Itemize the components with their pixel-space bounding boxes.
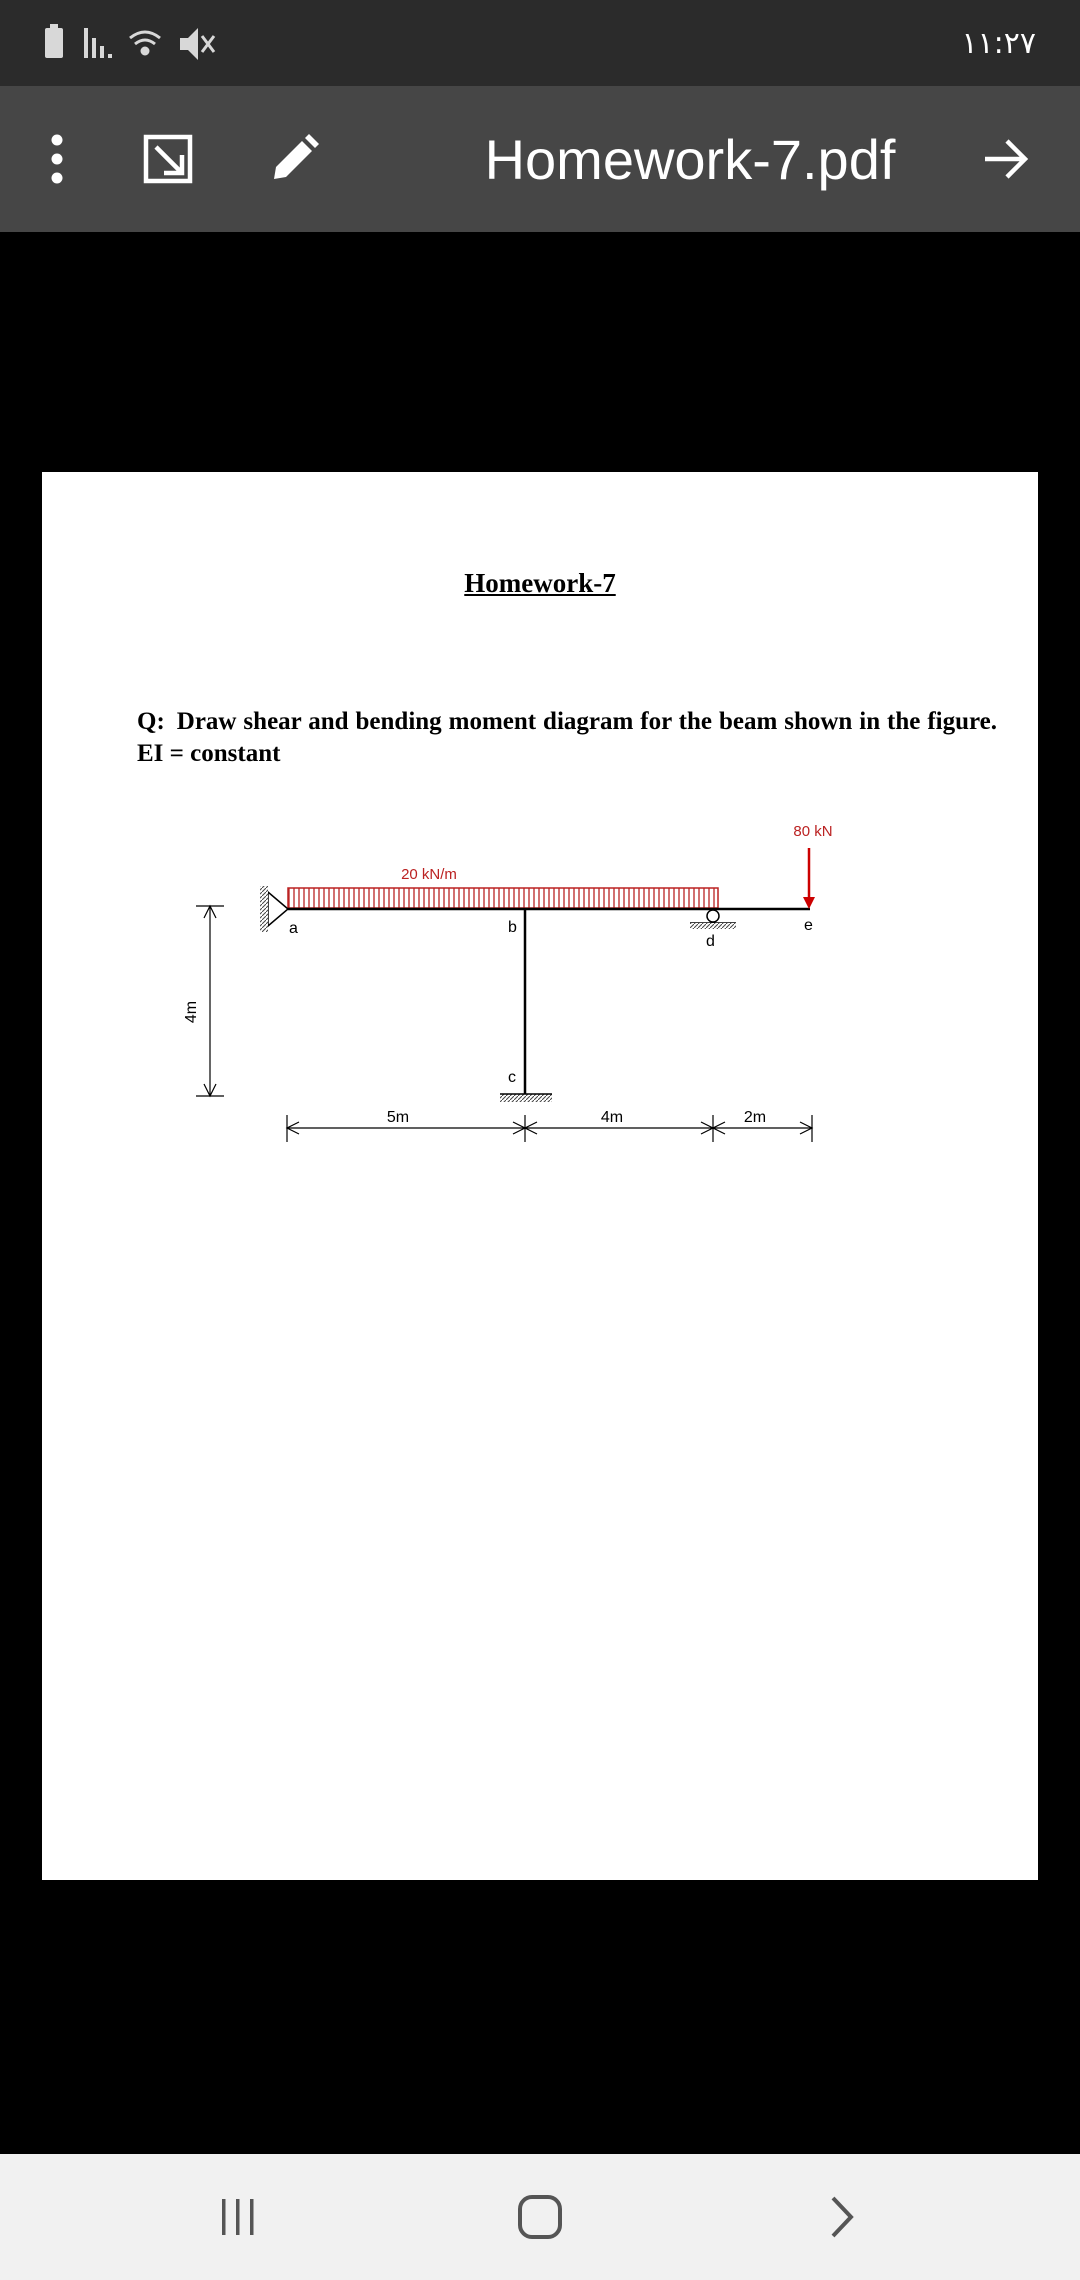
question-label: Q: [137, 708, 165, 735]
more-options-button[interactable] [22, 86, 92, 232]
recent-apps-icon [216, 2197, 260, 2237]
toolbar [0, 86, 1080, 232]
back-button[interactable] [782, 2154, 902, 2280]
clock: ١١:٢٧ [961, 26, 1036, 61]
dim-horizontal [287, 1115, 812, 1142]
beam-figure [42, 472, 1038, 1880]
distributed-load-label: 20 kN/m [401, 866, 457, 883]
forward-arrow-icon [981, 137, 1031, 181]
dim-de-label: 2m [743, 1109, 767, 1126]
recent-apps-button[interactable] [178, 2154, 298, 2280]
node-d-label: d [706, 933, 715, 950]
pdf-page[interactable] [42, 472, 1038, 1880]
more-vert-icon [47, 134, 67, 184]
battery-icon [45, 24, 63, 58]
dim-height [196, 906, 224, 1096]
navigation-bar [0, 2154, 1080, 2280]
edit-pencil-icon [268, 133, 320, 185]
question-body: Draw shear and bending moment diagram for the beam shown in the figure. EI = constant [137, 708, 997, 767]
point-load-label: 80 kN [793, 823, 833, 840]
signal-icon [84, 28, 112, 58]
dim-bd-label: 4m [600, 1109, 624, 1126]
dim-height-label: 4m [183, 1000, 200, 1024]
document-title: Homework-7.pdf [484, 127, 896, 191]
forward-button[interactable] [966, 86, 1046, 232]
pin-support-a [260, 886, 288, 932]
home-icon [517, 2194, 563, 2240]
mute-icon [180, 28, 214, 60]
open-external-icon [142, 133, 194, 185]
fixed-support-c [500, 1094, 552, 1102]
node-a-label: a [289, 920, 298, 937]
back-icon [827, 2194, 857, 2240]
wifi-icon [130, 32, 160, 54]
node-b-label: b [508, 919, 517, 936]
distributed-load [288, 888, 718, 908]
status-icons [40, 22, 230, 66]
node-e-label: e [804, 917, 813, 934]
edit-button[interactable] [254, 86, 334, 232]
dim-ab-label: 5m [386, 1109, 410, 1126]
roller-support-d [690, 910, 736, 929]
homework-title: Homework-7 [464, 568, 616, 598]
open-external-button[interactable] [128, 86, 208, 232]
home-button[interactable] [480, 2154, 600, 2280]
node-c-label: c [508, 1069, 516, 1086]
status-bar [0, 0, 1080, 86]
